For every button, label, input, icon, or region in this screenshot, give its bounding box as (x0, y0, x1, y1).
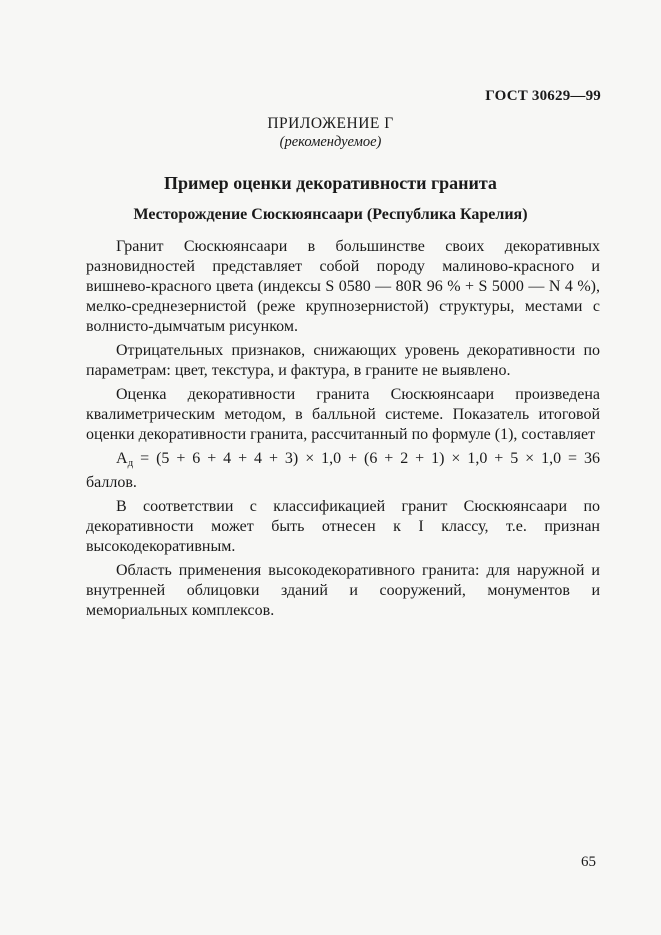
appendix-subtitle: (рекомендуемое) (279, 134, 382, 150)
formula-subscript: д (127, 457, 134, 469)
formula-line (86, 449, 600, 473)
standard-number: ГОСТ 30629—99 (485, 88, 601, 104)
formula (86, 449, 600, 493)
page-number: 65 (581, 854, 596, 870)
document-subtitle: Месторождение Сюскюянсаари (Республика Карелия) (133, 206, 528, 223)
paragraph-application: Область применения высокодекоративного гранита: для наружной и внутренней облицовки зданий и сооружений, монументов и мемориальных комплексов. (86, 562, 600, 619)
paragraph-assessment: Оценка декоративности гранита Сюскюянсаари произведена квалиметрическим методом, в балльной системе. Показатель итоговой оценки декоративности гранита, рассчитанный по формуле (1), составляет (86, 386, 600, 443)
formula-unit: баллов. (86, 474, 137, 491)
document-title: Пример оценки декоративности гранита (164, 173, 497, 193)
formula-expression: = (5 + 6 + 4 + 4 + 3) × 1,0 + (6 + 2 + 1) × 1,0 + 5 × 1,0 = 36 (140, 450, 600, 467)
paragraph-negative-features: Отрицательных признаков, снижающих уровень декоративности по параметрам: цвет, текстура, и фактура, в граните не выявлено. (86, 342, 600, 379)
document-body (86, 237, 600, 625)
appendix-title: ПРИЛОЖЕНИЕ Г (267, 115, 394, 132)
paragraph-classification: В соответствии с классификацией гранит Сюскюянсаари по декоративности может быть отнесен к I классу, т.е. признан высокодекоративным. (86, 498, 600, 555)
formula-symbol: А (116, 450, 128, 467)
paragraph-description: Гранит Сюскюянсаари в большинстве своих декоративных разновидностей представляет собой породу малиново-красного и вишнево-красного цвета (индексы S 0580 — 80R 96 % + S 5000 — N 4 %), мелко-среднезернистой (реже крупнозернистой) структуры, местами с волнисто-дымчатым рисунком. (86, 238, 600, 335)
